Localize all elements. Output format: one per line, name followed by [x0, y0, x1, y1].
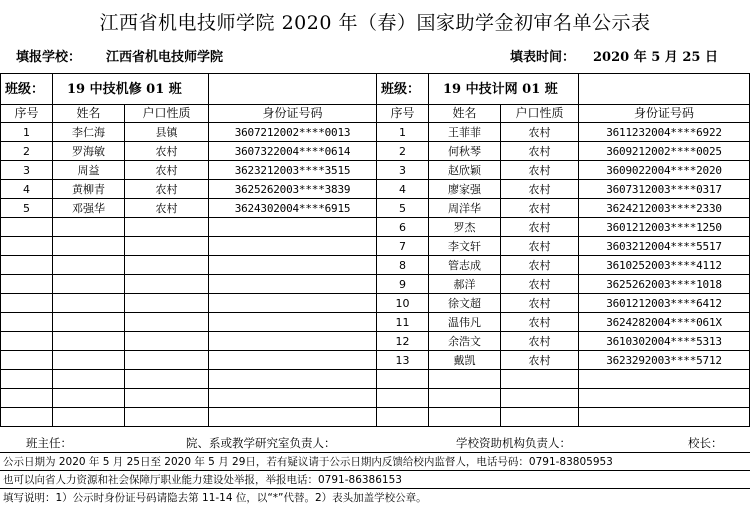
left-class-name: 19 中技机修 01 班 — [53, 74, 209, 105]
table-row — [1, 256, 377, 275]
row-name — [53, 256, 125, 275]
row-id — [209, 408, 377, 427]
row-name: 王菲菲 — [429, 123, 501, 142]
row-name — [53, 294, 125, 313]
table-row — [377, 161, 750, 180]
row-name — [429, 370, 501, 389]
row-type: 农村 — [501, 180, 579, 199]
table-row — [377, 123, 750, 142]
table-row — [377, 199, 750, 218]
row-id: 3611232004****6922 — [579, 123, 750, 142]
row-id — [209, 389, 377, 408]
row-no: 11 — [377, 313, 429, 332]
row-no: 2 — [377, 142, 429, 161]
row-name — [53, 408, 125, 427]
row-no — [1, 351, 53, 370]
footer-divider-3 — [0, 488, 750, 489]
row-name — [53, 313, 125, 332]
row-type: 农村 — [501, 351, 579, 370]
row-type: 农村 — [501, 237, 579, 256]
table-row — [1, 389, 377, 408]
left-col-type: 户口性质 — [125, 105, 209, 123]
row-type: 农村 — [501, 313, 579, 332]
row-id: 3607312003****0317 — [579, 180, 750, 199]
table-row — [1, 294, 377, 313]
table-row — [1, 180, 377, 199]
row-name: 徐文超 — [429, 294, 501, 313]
row-name: 廖家强 — [429, 180, 501, 199]
row-type — [125, 332, 209, 351]
row-name: 郝洋 — [429, 275, 501, 294]
table-row — [1, 351, 377, 370]
row-type — [501, 408, 579, 427]
aid-head-label: 学校资助机构负责人： — [456, 436, 571, 450]
row-id — [209, 294, 377, 313]
row-id: 3607212002****0013 — [209, 123, 377, 142]
right-class-name: 19 中技计网 01 班 — [429, 74, 579, 105]
report-text: 也可以向省人力资源和社会保障厅职业能力建设处举报，举报电话：0791-86386153 — [3, 474, 402, 486]
row-type: 农村 — [501, 161, 579, 180]
footer-divider-1 — [0, 452, 750, 453]
row-id: 3601212003****1250 — [579, 218, 750, 237]
row-type — [125, 237, 209, 256]
right-col-type: 户口性质 — [501, 105, 579, 123]
instructions-text: 填写说明：1）公示时身份证号码请隐去第 11-14 位，以“*”代替。2）表头加盖学校公章。 — [3, 492, 427, 504]
left-col-no: 序号 — [1, 105, 53, 123]
row-type: 县镇 — [125, 123, 209, 142]
row-id: 3601212003****6412 — [579, 294, 750, 313]
table-row — [377, 218, 750, 237]
row-name: 李文轩 — [429, 237, 501, 256]
table-row — [377, 275, 750, 294]
row-id — [579, 389, 750, 408]
row-no — [1, 256, 53, 275]
row-no: 3 — [1, 161, 53, 180]
notice-text: 公示日期为 2020 年 5 月 25日至 2020 年 5 月 29日，若有疑议请于公示日期内反馈给校内监督人，电话号码：0791-83805953 — [3, 456, 613, 468]
row-name — [53, 332, 125, 351]
row-name: 温伟凡 — [429, 313, 501, 332]
row-id — [209, 275, 377, 294]
row-type — [501, 370, 579, 389]
row-name: 管志成 — [429, 256, 501, 275]
table-row — [377, 370, 750, 389]
row-name: 李仁海 — [53, 123, 125, 142]
page-title: 江西省机电技师学院 2020 年（春）国家助学金初审名单公示表 — [99, 12, 651, 34]
row-type — [125, 256, 209, 275]
row-id: 3625262003****1018 — [579, 275, 750, 294]
row-id: 3623292003****5712 — [579, 351, 750, 370]
right-col-id: 身份证号码 — [579, 105, 750, 123]
row-id: 3609022004****2020 — [579, 161, 750, 180]
left-class-table — [0, 73, 377, 427]
row-name — [53, 218, 125, 237]
row-type: 农村 — [125, 199, 209, 218]
row-id: 3607322004****0614 — [209, 142, 377, 161]
table-row — [1, 237, 377, 256]
row-no: 8 — [377, 256, 429, 275]
row-no: 1 — [377, 123, 429, 142]
row-name — [53, 389, 125, 408]
row-name: 黄柳青 — [53, 180, 125, 199]
footer-divider-2 — [0, 470, 750, 471]
row-no — [1, 275, 53, 294]
row-id: 3609212002****0025 — [579, 142, 750, 161]
table-row — [377, 237, 750, 256]
row-type — [125, 408, 209, 427]
table-row — [377, 142, 750, 161]
principal-label: 校长： — [688, 436, 723, 450]
row-no — [1, 237, 53, 256]
row-type — [125, 351, 209, 370]
table-row — [377, 294, 750, 313]
table-row — [1, 275, 377, 294]
row-type — [125, 275, 209, 294]
row-no: 3 — [377, 161, 429, 180]
row-id: 3624302004****6915 — [209, 199, 377, 218]
row-name — [429, 408, 501, 427]
row-type — [501, 389, 579, 408]
row-no: 7 — [377, 237, 429, 256]
row-no — [1, 370, 53, 389]
date-label: 填表时间： — [510, 50, 576, 65]
date-value: 2020 年 5 月 25 日 — [593, 50, 718, 65]
row-type: 农村 — [501, 123, 579, 142]
row-no: 9 — [377, 275, 429, 294]
row-no — [377, 408, 429, 427]
row-no: 2 — [1, 142, 53, 161]
left-col-name: 姓名 — [53, 105, 125, 123]
row-id: 3624212003****2330 — [579, 199, 750, 218]
row-no — [377, 370, 429, 389]
row-name: 罗杰 — [429, 218, 501, 237]
row-id — [209, 351, 377, 370]
row-id: 3610302004****5313 — [579, 332, 750, 351]
row-type: 农村 — [501, 199, 579, 218]
table-row — [1, 142, 377, 161]
dept-head-label: 院、系或教学研究室负责人： — [186, 436, 336, 450]
row-id — [209, 332, 377, 351]
right-col-no: 序号 — [377, 105, 429, 123]
row-no: 4 — [1, 180, 53, 199]
table-row — [377, 351, 750, 370]
table-row — [1, 370, 377, 389]
row-type — [125, 218, 209, 237]
row-no: 12 — [377, 332, 429, 351]
table-row — [377, 389, 750, 408]
row-no — [1, 294, 53, 313]
row-name: 罗海敏 — [53, 142, 125, 161]
row-no: 13 — [377, 351, 429, 370]
left-class-label: 班级： — [1, 74, 53, 105]
row-id: 3623212003****3515 — [209, 161, 377, 180]
row-id — [209, 256, 377, 275]
row-name: 戴凯 — [429, 351, 501, 370]
right-class-blank — [579, 74, 750, 105]
table-row — [377, 313, 750, 332]
row-id: 3610252003****4112 — [579, 256, 750, 275]
table-row — [1, 123, 377, 142]
row-id: 3603212004****5517 — [579, 237, 750, 256]
row-type: 农村 — [125, 142, 209, 161]
row-type: 农村 — [125, 161, 209, 180]
row-name: 赵欣颖 — [429, 161, 501, 180]
row-name — [429, 389, 501, 408]
row-type — [125, 294, 209, 313]
row-no — [1, 218, 53, 237]
row-type: 农村 — [501, 275, 579, 294]
row-type: 农村 — [501, 332, 579, 351]
table-row — [377, 408, 750, 427]
table-row — [1, 313, 377, 332]
row-name — [53, 370, 125, 389]
table-row — [1, 332, 377, 351]
table-row — [1, 218, 377, 237]
right-col-name: 姓名 — [429, 105, 501, 123]
row-no — [1, 408, 53, 427]
school-label: 填报学校： — [16, 50, 82, 65]
row-type: 农村 — [501, 218, 579, 237]
row-id — [209, 218, 377, 237]
row-id: 3624282004****061X — [579, 313, 750, 332]
row-name: 何秋琴 — [429, 142, 501, 161]
row-type — [125, 389, 209, 408]
row-no — [1, 332, 53, 351]
row-no: 1 — [1, 123, 53, 142]
row-type: 农村 — [501, 256, 579, 275]
row-no: 6 — [377, 218, 429, 237]
row-no: 5 — [377, 199, 429, 218]
left-class-blank — [209, 74, 377, 105]
left-col-id: 身份证号码 — [209, 105, 377, 123]
row-id — [209, 313, 377, 332]
row-no: 5 — [1, 199, 53, 218]
row-type: 农村 — [125, 180, 209, 199]
row-type: 农村 — [501, 142, 579, 161]
row-name — [53, 237, 125, 256]
row-id — [209, 237, 377, 256]
row-no — [377, 389, 429, 408]
row-no — [1, 389, 53, 408]
row-id — [579, 408, 750, 427]
school-value: 江西省机电技师学院 — [106, 50, 224, 65]
row-no: 4 — [377, 180, 429, 199]
right-class-label: 班级： — [377, 74, 429, 105]
table-row — [1, 408, 377, 427]
row-name: 邓强华 — [53, 199, 125, 218]
row-id — [579, 370, 750, 389]
row-no — [1, 313, 53, 332]
class-teacher-label: 班主任： — [26, 436, 72, 450]
row-id: 3625262003****3839 — [209, 180, 377, 199]
row-name: 余浩文 — [429, 332, 501, 351]
row-name: 周益 — [53, 161, 125, 180]
table-row — [377, 180, 750, 199]
row-name: 周洋华 — [429, 199, 501, 218]
row-name — [53, 351, 125, 370]
table-row — [377, 332, 750, 351]
table-row — [1, 199, 377, 218]
row-type — [125, 313, 209, 332]
row-type: 农村 — [501, 294, 579, 313]
table-row — [1, 161, 377, 180]
row-name — [53, 275, 125, 294]
right-class-table — [376, 73, 750, 427]
table-row — [377, 256, 750, 275]
row-no: 10 — [377, 294, 429, 313]
row-id — [209, 370, 377, 389]
row-type — [125, 370, 209, 389]
